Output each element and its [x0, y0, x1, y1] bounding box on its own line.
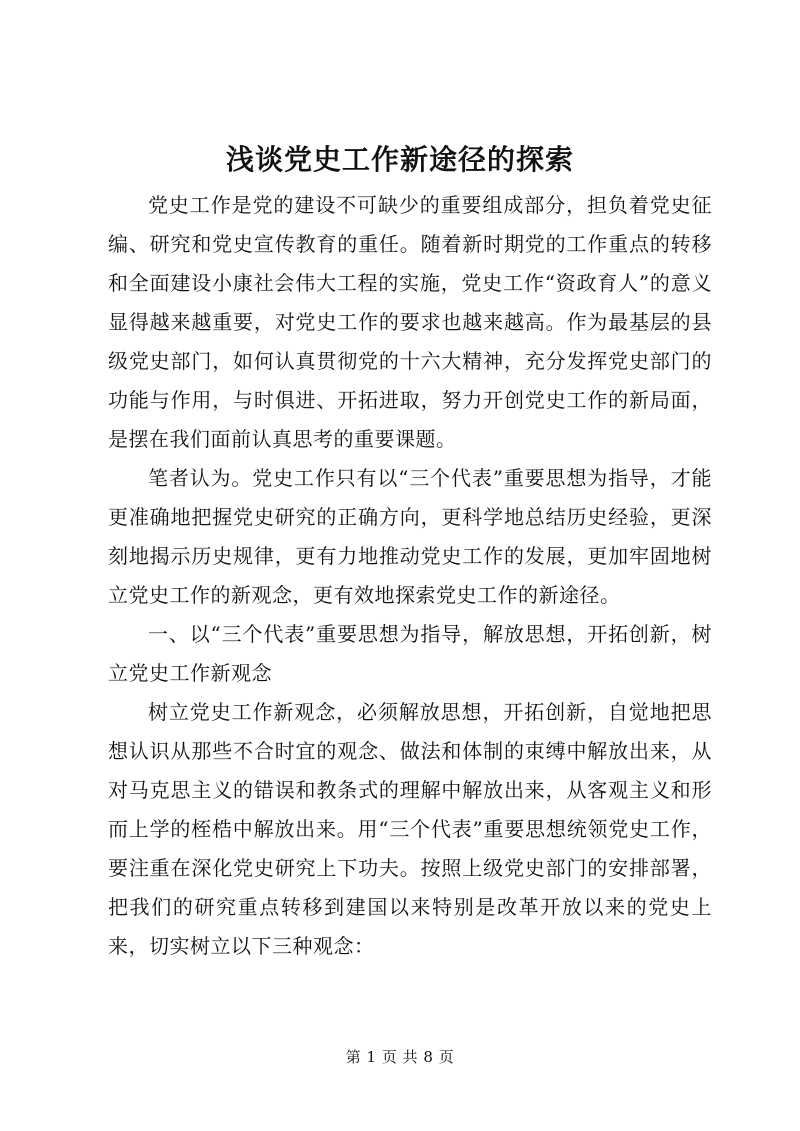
paragraph-new-concepts: 树立党史工作新观念，必须解放思想，开拓创新，自觉地把思想认识从那些不合时宜的观念、做法和体制的束缚中解放出来，从对马克思主义的错误和教条式的理解中解放出来，从客观主义和形而上学的桎梏中解放出来。用“三个代表”重要思想统领党史工作，要注重在深化党史研究上下功夫。按照上级党史部门的安排部署，把我们的研究重点转移到建国以来特别是改革开放以来的党史上来，切实树立以下三种观念：	[108, 700, 712, 958]
page-footer: 第 1 页 共 8 页	[345, 1048, 455, 1066]
paragraph-intro: 党史工作是党的建设不可缺少的重要组成部分，担负着党史征编、研究和党史宣传教育的重任。随着新时期党的工作重点的转移和全面建设小康社会伟大工程的实施，党史工作“资政育人”的意义显得越来越重要，对党史工作的要求也越来越高。作为最基层的县级党史部门，如何认真贯彻党的十六大精神，充分发挥党史部门的功能与作用，与时俱进、开拓进取，努力开创党史工作的新局面，是摆在我们面前认真思考的重要课题。	[108, 193, 712, 451]
document-body	[108, 186, 712, 966]
paragraph-author-view: 笔者认为。党史工作只有以“三个代表”重要思想为指导，才能更准确地把握党史研究的正确方向，更科学地总结历史经验，更深刻地揭示历史规律，更有力地推动党史工作的发展，更加牢固地树立党史工作的新观念，更有效地探索党史工作的新途径。	[108, 466, 712, 607]
section-heading-1: 一、以“三个代表”重要思想为指导，解放思想，开拓创新，树立党史工作新观念	[108, 622, 712, 685]
document-title: 浅谈党史工作新途径的探索	[225, 143, 574, 176]
